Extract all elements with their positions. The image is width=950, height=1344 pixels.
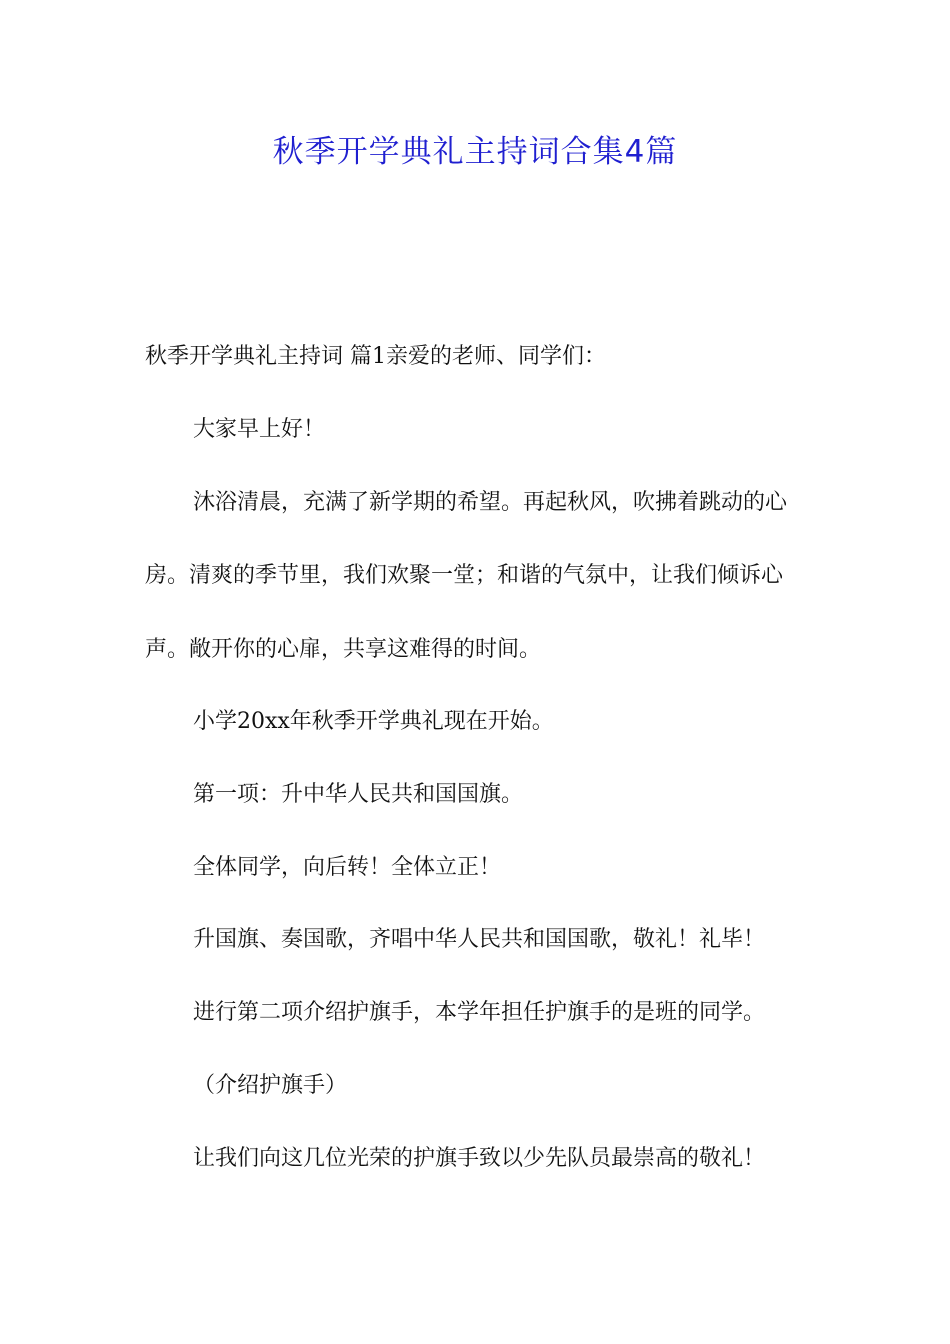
paragraph-item-one: 第一项：升中华人民共和国国旗。 — [193, 781, 524, 807]
paragraph-item-two: 进行第二项介绍护旗手，本学年担任护旗手的是班的同学。 — [193, 1000, 766, 1026]
paragraph-introduce-guards: （介绍护旗手） — [193, 1072, 348, 1098]
paragraph-opening: 沐浴清晨，充满了新学期的希望。再起秋风，吹拂着跳动的心房。清爽的季节里，我们欢聚一堂；和谐的气氛中，让我们倾诉心声。敞开你的心扉，共享这难得的时间。 — [145, 489, 788, 663]
paragraph-ceremony-start: 小学20xx年秋季开学典礼现在开始。 — [193, 708, 554, 734]
document-body — [145, 339, 810, 1214]
document-title: 秋季开学典礼主持词合集4篇 — [272, 134, 678, 170]
paragraph-salute: 让我们向这几位光荣的护旗手致以少先队员最崇高的敬礼！ — [193, 1145, 766, 1171]
paragraph-anthem: 升国旗、奏国歌，齐唱中华人民共和国国歌，敬礼！礼毕！ — [193, 927, 766, 953]
paragraph-good-morning: 大家早上好！ — [193, 416, 326, 442]
paragraph-attention: 全体同学，向后转！全体立正！ — [193, 854, 502, 880]
paragraph-greeting: 秋季开学典礼主持词 篇1亲爱的老师、同学们： — [145, 344, 606, 369]
